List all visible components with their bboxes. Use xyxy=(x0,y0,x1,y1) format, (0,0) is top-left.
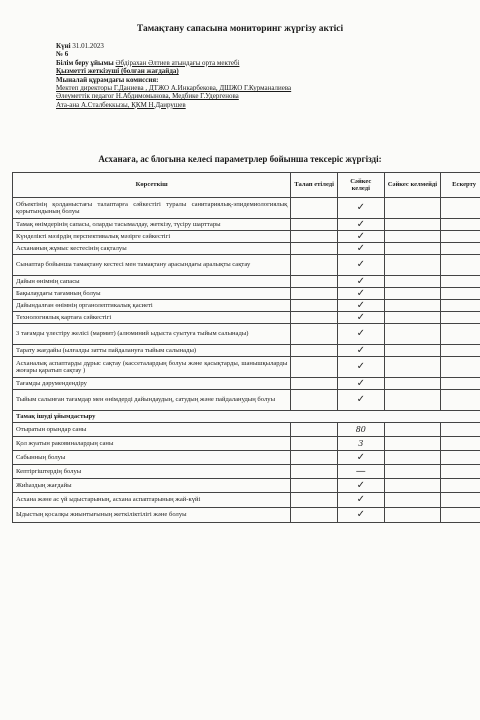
row-indicator: Қол жуатын раковиналардың саны xyxy=(13,437,291,451)
row-required xyxy=(291,390,338,411)
row-note xyxy=(441,437,480,451)
row-required xyxy=(291,479,338,493)
row-note xyxy=(441,276,480,288)
row-note xyxy=(441,378,480,390)
row-indicator: Күнделікті мәзірдің перспективалық мәзірге сәйкестігі xyxy=(13,231,291,243)
table-row xyxy=(13,493,480,508)
row-compliant-mark: ✓ xyxy=(337,243,384,255)
document-title: Тамақтану сапасына мониторинг жүргізу актісі xyxy=(136,24,344,34)
row-compliant-mark: ✓ xyxy=(337,231,384,243)
row-indicator: Асханалық аспаптарды дұрыс сақтау (кассеталардың болуы және қасықтарды, шанышқыларды жоғары қаратып сақтау ) xyxy=(13,357,291,378)
row-indicator: Асхана және ас үй ыдыстарының, асхана аспаптарының жай-күйі xyxy=(13,493,291,508)
document-meta xyxy=(56,42,456,109)
row-noncompliant xyxy=(384,198,441,219)
act-number: № 6 xyxy=(56,50,69,59)
row-indicator: Жиһаздың жағдайы xyxy=(13,479,291,493)
row-indicator: Тамақ өнімдерінің сапасы, оларды тасымалдау, жеткізу, түсіру шарттары xyxy=(13,219,291,231)
supplier-label: Қызметті жеткізуші (болған жағдайда) xyxy=(56,67,179,76)
row-compliant-mark: ✓ xyxy=(337,312,384,324)
table-row xyxy=(13,479,480,493)
row-noncompliant xyxy=(384,345,441,357)
row-note xyxy=(441,243,480,255)
row-compliant-mark: ✓ xyxy=(337,479,384,493)
organization-value: Әбдірахан Әлтиев атындағы орта мектебі xyxy=(115,58,240,67)
row-required xyxy=(291,231,338,243)
table-row xyxy=(13,324,480,345)
row-noncompliant xyxy=(384,479,441,493)
row-required xyxy=(291,493,338,508)
table-row xyxy=(13,345,480,357)
row-indicator: Кептіргіштердің болуы xyxy=(13,465,291,479)
row-required xyxy=(291,255,338,276)
section-title: Асханаға, ас блогына келесі параметрлер бойынша тексеріс жүргізді: xyxy=(98,154,382,164)
commission-members-line-3: Ата-ана А.Сталбеккызы, ҚКМ Н.Даирушев xyxy=(56,100,186,109)
row-indicator: Сабынның болуы xyxy=(13,451,291,465)
row-required xyxy=(291,198,338,219)
row-required xyxy=(291,324,338,345)
row-required xyxy=(291,378,338,390)
row-note xyxy=(441,357,480,378)
table-row xyxy=(13,357,480,378)
row-noncompliant xyxy=(384,312,441,324)
commission-members-line-2: Әлеуметтік педагог Н.Абдимомынова, Медбике Г.Удергенова xyxy=(56,92,239,101)
row-indicator: Тыйым салынған тағамдар мен өнімдерді дайындаудың, сатудың және пайдаланудың болуы xyxy=(13,390,291,411)
table-header-row xyxy=(13,173,480,198)
row-compliant-mark: ✓ xyxy=(337,345,384,357)
row-compliant-mark: ✓ xyxy=(337,324,384,345)
row-note xyxy=(441,451,480,465)
header-noncompliant: Сәйкес келмейді xyxy=(384,173,441,198)
row-compliant-mark: 3 xyxy=(337,437,384,451)
row-note xyxy=(441,390,480,411)
row-compliant-mark: — xyxy=(337,465,384,479)
row-required xyxy=(291,243,338,255)
row-compliant-mark: ✓ xyxy=(337,288,384,300)
row-noncompliant xyxy=(384,465,441,479)
row-note xyxy=(441,255,480,276)
row-note xyxy=(441,198,480,219)
table-row xyxy=(13,276,480,288)
table-row xyxy=(13,378,480,390)
table-row xyxy=(13,300,480,312)
row-compliant-mark: ✓ xyxy=(337,198,384,219)
row-compliant-mark: ✓ xyxy=(337,390,384,411)
row-indicator: Сынаптар бойынша тамақтану кестесі мен тамақтану арасындағы аралықты сақтау xyxy=(13,255,291,276)
row-indicator: Дайын өнімнің сапасы xyxy=(13,276,291,288)
row-noncompliant xyxy=(384,357,441,378)
row-noncompliant xyxy=(384,493,441,508)
date-label: Күні xyxy=(56,42,71,50)
row-noncompliant xyxy=(384,255,441,276)
row-noncompliant xyxy=(384,300,441,312)
table-row xyxy=(13,288,480,300)
inspection-table xyxy=(12,172,480,523)
row-noncompliant xyxy=(384,378,441,390)
row-note xyxy=(441,324,480,345)
row-noncompliant xyxy=(384,423,441,437)
row-required xyxy=(291,423,338,437)
row-indicator: Тарату жағдайы (ылғалды затты пайдалануға тыйым салынады) xyxy=(13,345,291,357)
row-note xyxy=(441,312,480,324)
row-noncompliant xyxy=(384,276,441,288)
row-required xyxy=(291,345,338,357)
header-required: Талап етіледі xyxy=(291,173,338,198)
row-compliant-mark: ✓ xyxy=(337,508,384,523)
row-noncompliant xyxy=(384,231,441,243)
row-indicator: Ыдыстың қосалқы жиынтығының жеткіліктілігі және болуы xyxy=(13,508,291,523)
row-required xyxy=(291,312,338,324)
table-row xyxy=(13,219,480,231)
row-note xyxy=(441,479,480,493)
row-indicator: Объектінің қолданыстағы талаптарға сәйкестігі туралы санитариялық-эпидемиологиялық қорытындының болуы xyxy=(13,198,291,219)
row-indicator: Асхананың жұмыс кестесінің сақталуы xyxy=(13,243,291,255)
row-note xyxy=(441,300,480,312)
row-indicator: Технологиялық картаға сәйкестігі xyxy=(13,312,291,324)
row-compliant-mark: ✓ xyxy=(337,255,384,276)
row-indicator: Бақылаудағы тағамның болуы xyxy=(13,288,291,300)
row-note xyxy=(441,423,480,437)
header-note: Ескерту xyxy=(441,173,480,198)
row-compliant-mark: ✓ xyxy=(337,276,384,288)
table-row xyxy=(13,231,480,243)
row-required xyxy=(291,437,338,451)
row-compliant-mark: ✓ xyxy=(337,300,384,312)
row-compliant-mark: ✓ xyxy=(337,451,384,465)
header-compliant: Сәйкес келеді xyxy=(337,173,384,198)
row-required xyxy=(291,219,338,231)
row-indicator: Дайындалған өнімнің органолептикалық қасиеті xyxy=(13,300,291,312)
row-compliant-mark: ✓ xyxy=(337,378,384,390)
row-note xyxy=(441,345,480,357)
row-noncompliant xyxy=(384,390,441,411)
row-required xyxy=(291,508,338,523)
row-required xyxy=(291,357,338,378)
row-note xyxy=(441,219,480,231)
row-indicator: 3 тағамды үлестіру желісі (мармит) (алюминий ыдыста суытуға тыйым салынады) xyxy=(13,324,291,345)
table-row xyxy=(13,451,480,465)
row-indicator: Отыратын орындар саны xyxy=(13,423,291,437)
row-required xyxy=(291,465,338,479)
table-row xyxy=(13,255,480,276)
row-note xyxy=(441,288,480,300)
table-row xyxy=(13,198,480,219)
table-row xyxy=(13,437,480,451)
row-required xyxy=(291,451,338,465)
row-note xyxy=(441,493,480,508)
commission-label: Мыналай құрамдағы комиссия: xyxy=(56,75,159,84)
date-line xyxy=(56,42,456,50)
organization-line xyxy=(56,59,456,67)
table-subheading: Тамақ ішуді ұйымдастыру xyxy=(13,411,480,423)
row-noncompliant xyxy=(384,243,441,255)
table-row xyxy=(13,312,480,324)
row-required xyxy=(291,288,338,300)
table-row xyxy=(13,243,480,255)
row-noncompliant xyxy=(384,451,441,465)
row-required xyxy=(291,300,338,312)
table-row xyxy=(13,508,480,523)
row-indicator: Тағамды дәрумендендіру xyxy=(13,378,291,390)
header-indicator: Көрсеткіш xyxy=(13,173,291,198)
row-required xyxy=(291,276,338,288)
row-noncompliant xyxy=(384,324,441,345)
table-subheading-row xyxy=(13,411,480,423)
row-note xyxy=(441,465,480,479)
organization-label: Білім беру ұйымы xyxy=(56,58,114,67)
table-row xyxy=(13,465,480,479)
row-noncompliant xyxy=(384,288,441,300)
row-note xyxy=(441,508,480,523)
row-noncompliant xyxy=(384,219,441,231)
row-noncompliant xyxy=(384,508,441,523)
row-note xyxy=(441,231,480,243)
row-compliant-mark: ✓ xyxy=(337,493,384,508)
table-row xyxy=(13,423,480,437)
date-value: 31.01.2023 xyxy=(72,42,104,50)
row-compliant-mark: 80 xyxy=(337,423,384,437)
row-compliant-mark: ✓ xyxy=(337,219,384,231)
commission-members-line-1: Мектеп директоры Г.Даниева , ДТЖО А.Инкарбекова, ДШЖО Г.Курманалиева xyxy=(56,84,292,93)
row-noncompliant xyxy=(384,437,441,451)
table-row xyxy=(13,390,480,411)
row-compliant-mark: ✓ xyxy=(337,357,384,378)
